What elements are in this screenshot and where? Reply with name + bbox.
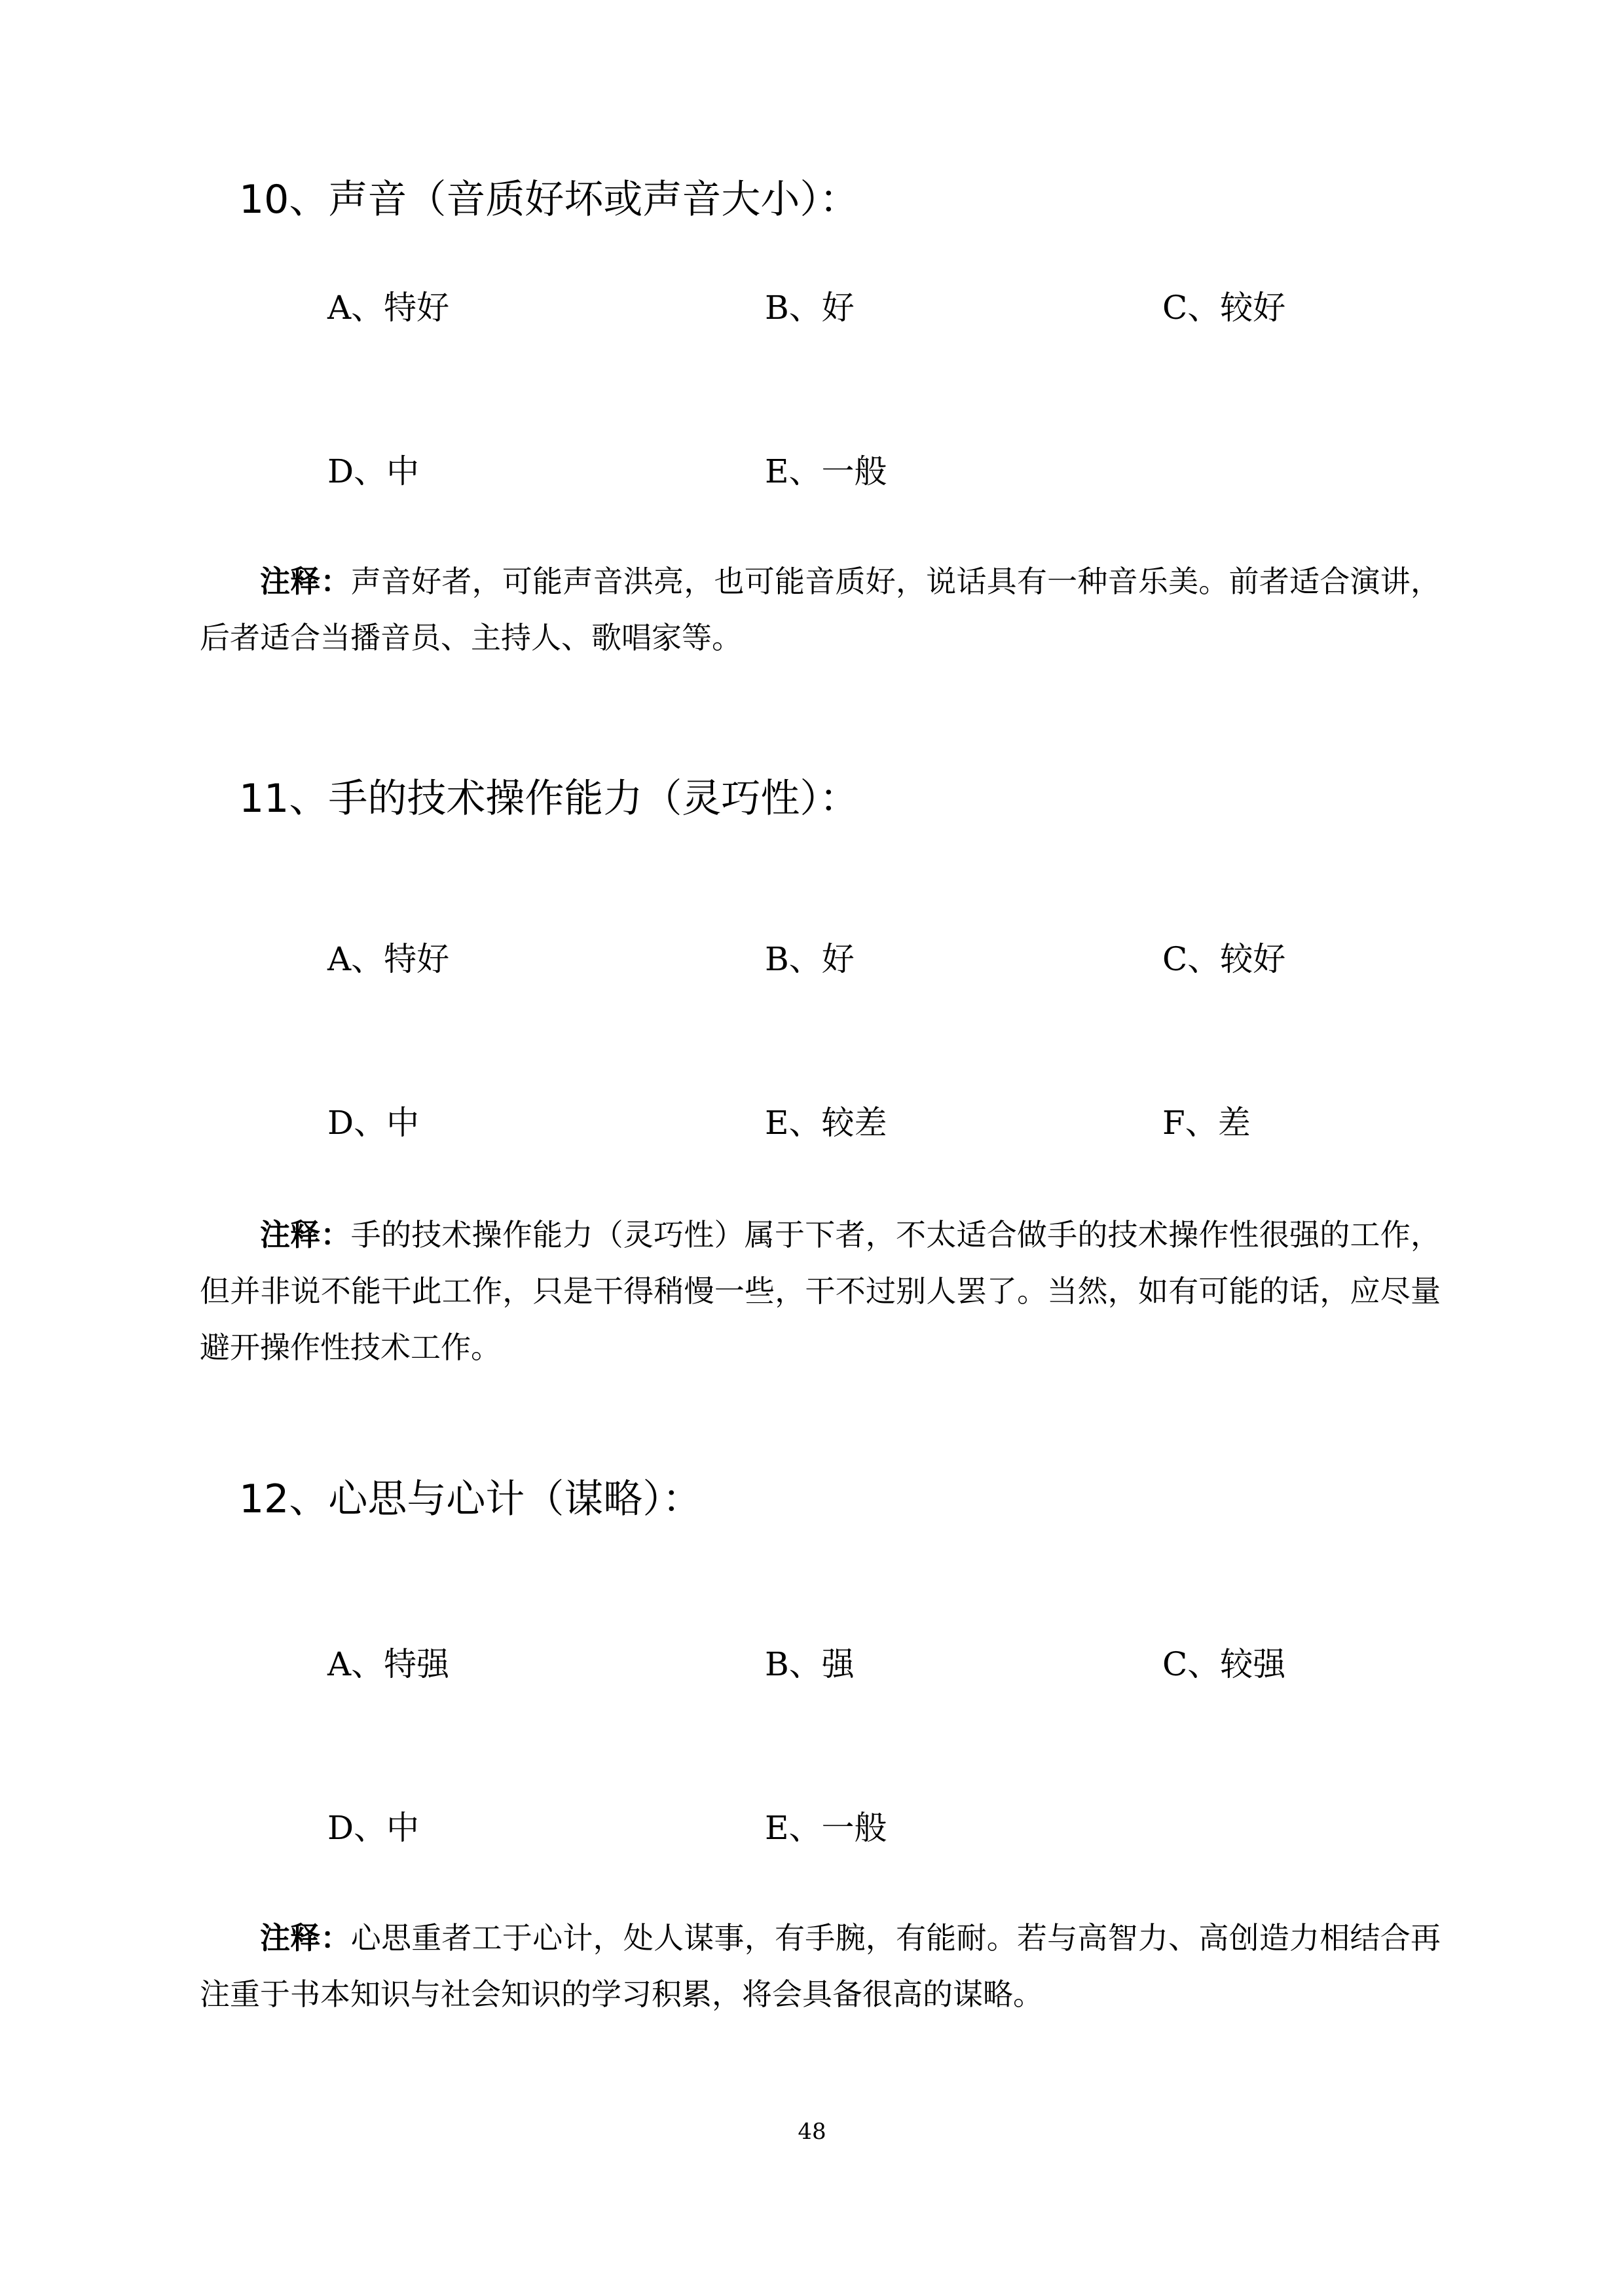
page-number: 48 [798, 2119, 826, 2145]
question-12-option-a: A、特强 [327, 1645, 450, 1683]
question-12-option-c: C、较强 [1162, 1645, 1286, 1683]
question-12-option-b: B、强 [765, 1645, 855, 1683]
question-10-option-c: C、较好 [1162, 289, 1286, 327]
question-11-note [200, 1207, 1441, 1376]
question-10-option-e: E、一般 [765, 452, 887, 490]
question-11-option-a: A、特好 [327, 940, 450, 978]
note-label: 注释： [260, 564, 351, 599]
question-12-option-e: E、一般 [765, 1809, 887, 1847]
question-10-option-b: B、好 [765, 289, 855, 327]
question-12-option-d: D、中 [327, 1809, 420, 1847]
question-11-title: 11、手的技术操作能力（灵巧性）： [239, 776, 859, 822]
question-12-title: 12、心思与心计（谋略）： [239, 1476, 702, 1522]
question-11-option-b: B、好 [765, 940, 855, 978]
question-10-option-a: A、特好 [327, 289, 450, 327]
question-11-option-e: E、较差 [765, 1104, 887, 1142]
question-12-note [200, 1910, 1441, 2022]
question-10-title: 10、声音（音质好坏或声音大小）： [239, 177, 859, 223]
question-10-note [200, 553, 1441, 666]
question-11-option-c: C、较好 [1162, 940, 1286, 978]
question-11-option-d: D、中 [327, 1104, 420, 1142]
note-text: 声音好者，可能声音洪亮，也可能音质好，说话具有一种音乐美。前者适合演讲，后者适合当播音员、主持人、歌唱家等。 [200, 564, 1441, 655]
note-label: 注释： [260, 1217, 351, 1252]
question-11-option-f: F、差 [1162, 1104, 1251, 1142]
note-label: 注释： [260, 1920, 351, 1956]
note-text: 手的技术操作能力（灵巧性）属于下者，不太适合做手的技术操作性很强的工作，但并非说不能干此工作，只是干得稍慢一些，干不过别人罢了。当然，如有可能的话，应尽量避开操作性技术工作。 [200, 1217, 1441, 1365]
note-text: 心思重者工于心计，处人谋事，有手腕，有能耐。若与高智力、高创造力相结合再注重于书本知识与社会知识的学习积累，将会具备很高的谋略。 [200, 1920, 1441, 2012]
question-10-option-d: D、中 [327, 452, 420, 490]
